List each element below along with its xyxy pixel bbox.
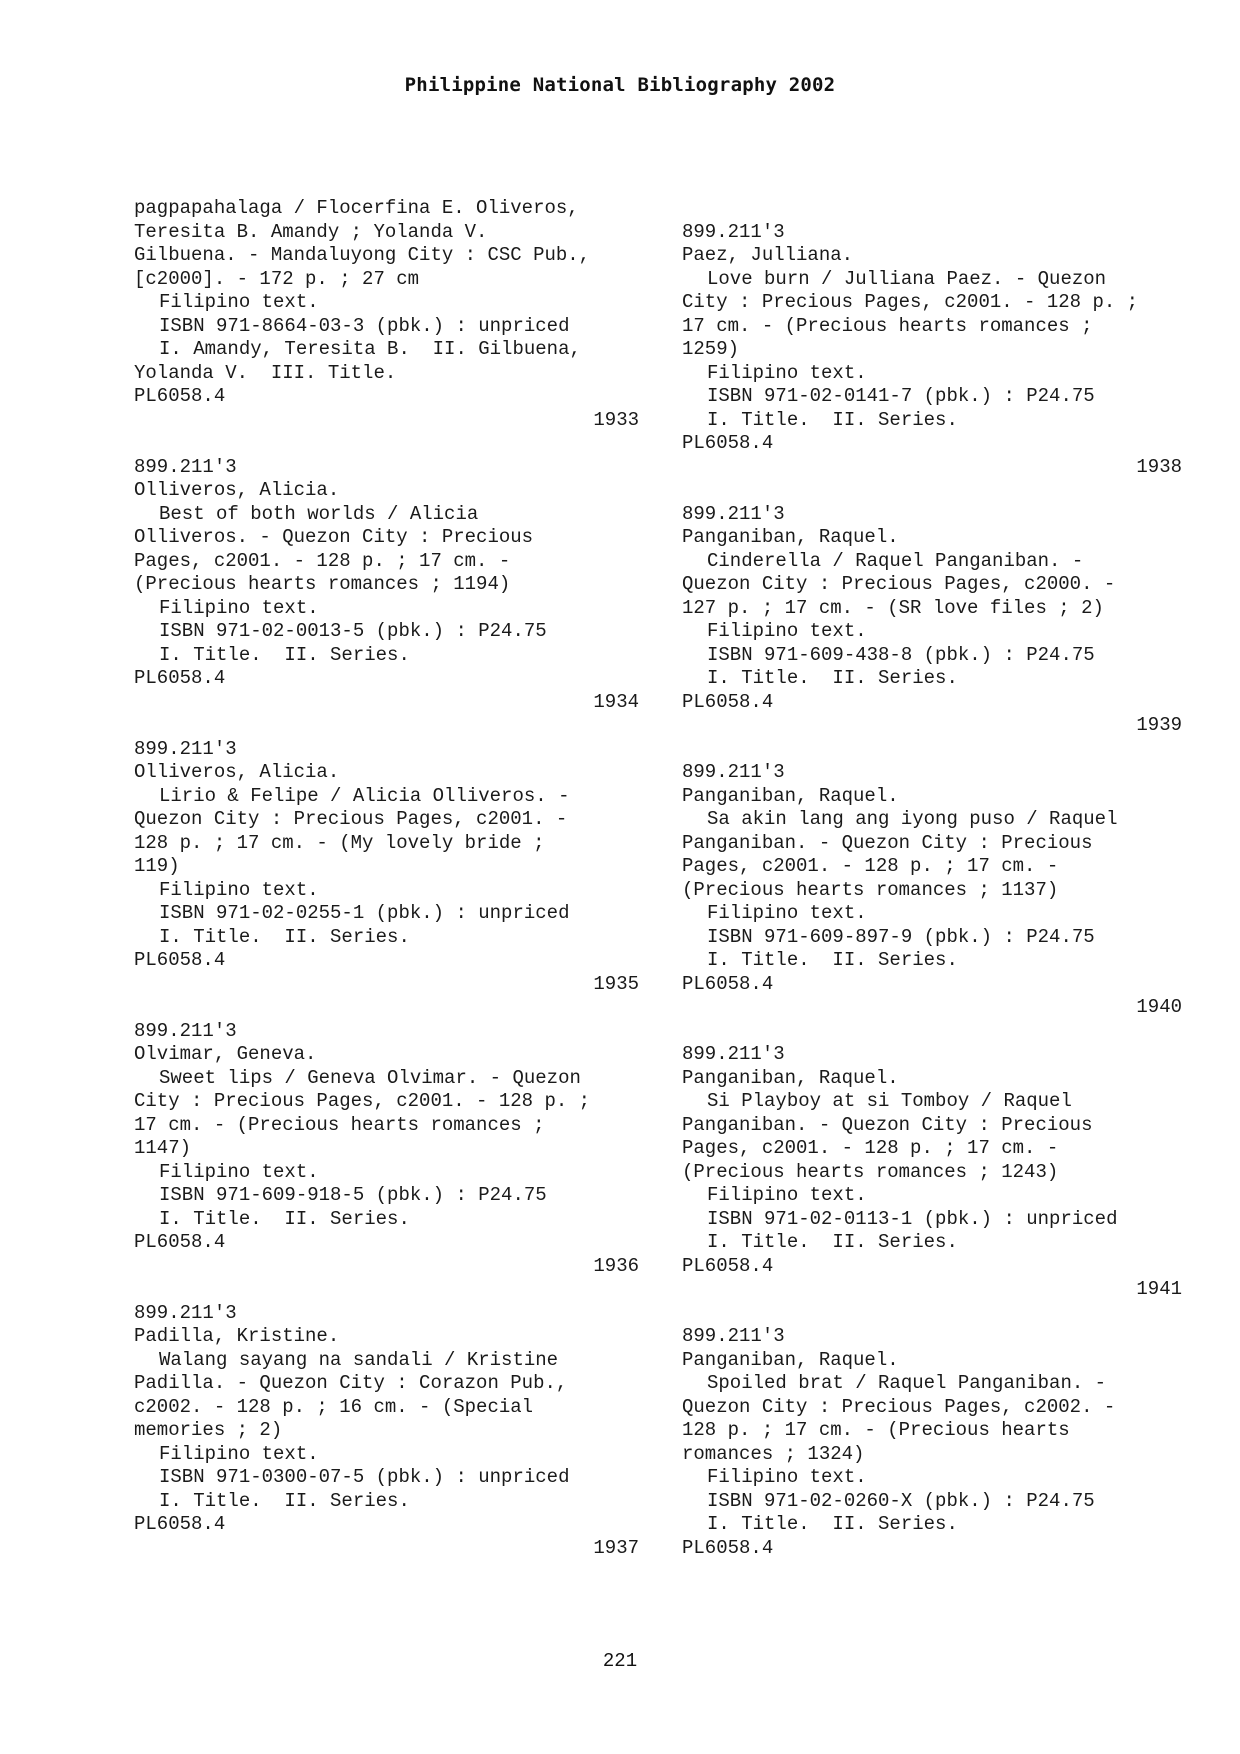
entry-line: City : Precious Pages, c2001. - 128 p. ; xyxy=(134,1090,591,1112)
bibliography-entry xyxy=(682,221,1182,480)
entry-line: 128 p. ; 17 cm. - (My lovely bride ; xyxy=(134,831,545,854)
bibliography-entry xyxy=(134,738,639,997)
entry-note: Filipino text. xyxy=(159,291,319,313)
entry-call-number: PL6058.4 xyxy=(682,972,774,995)
entry-line: 17 cm. - (Precious hearts romances ; xyxy=(682,314,1093,337)
bibliography-entry xyxy=(682,503,1182,738)
entry-isbn: ISBN 971-02-0113-1 (pbk.) : unpriced xyxy=(707,1207,1118,1230)
bibliography-entry xyxy=(134,1302,639,1561)
entry-tracings: I. Title. II. Series. xyxy=(159,1489,410,1512)
entry-author: Paez, Julliana. xyxy=(682,244,854,266)
entry-isbn: ISBN 971-609-918-5 (pbk.) : P24.75 xyxy=(159,1184,547,1206)
entry-tracings: I. Title. II. Series. xyxy=(707,949,958,971)
bibliography-entry xyxy=(134,197,639,432)
entry-line: Panganiban. - Quezon City : Precious xyxy=(682,831,1093,854)
page-title: Philippine National Bibliography 2002 xyxy=(404,74,836,96)
entry-isbn: ISBN 971-02-0141-7 (pbk.) : P24.75 xyxy=(707,385,1095,407)
entry-line: pagpapahalaga / Flocerfina E. Oliveros, xyxy=(134,197,579,219)
entry-title: Walang sayang na sandali / Kristine xyxy=(159,1348,559,1371)
entry-line: (Precious hearts romances ; 1194) xyxy=(134,573,511,595)
entry-tracings: I. Title. II. Series. xyxy=(159,1207,410,1230)
entry-classification: 899.211'3 xyxy=(134,1019,237,1042)
entry-classification: 899.211'3 xyxy=(134,737,237,760)
entry-isbn: ISBN 971-02-0260-X (pbk.) : P24.75 xyxy=(707,1489,1095,1512)
entry-line: City : Precious Pages, c2001. - 128 p. ; xyxy=(682,291,1139,313)
bibliography-entry xyxy=(134,1020,639,1279)
entry-isbn: ISBN 971-0300-07-5 (pbk.) : unpriced xyxy=(159,1466,570,1488)
entry-number: 1940 xyxy=(1136,996,1182,1018)
entry-line: 17 cm. - (Precious hearts romances ; xyxy=(134,1113,545,1136)
entry-line: Gilbuena. - Mandaluyong City : CSC Pub., xyxy=(134,244,591,266)
entry-line: Pages, c2001. - 128 p. ; 17 cm. - xyxy=(134,549,511,572)
entry-line: 119) xyxy=(134,855,180,877)
entry-tracings: I. Title. II. Series. xyxy=(707,408,958,431)
entry-classification: 899.211'3 xyxy=(682,1043,785,1065)
entry-line: Quezon City : Precious Pages, c2001. - xyxy=(134,808,568,830)
entry-line: (Precious hearts romances ; 1243) xyxy=(682,1160,1059,1183)
bibliography-entry xyxy=(134,456,639,715)
entry-note: Filipino text. xyxy=(159,596,319,619)
entry-note: Filipino text. xyxy=(159,878,319,901)
entry-title: Love burn / Julliana Paez. - Quezon xyxy=(707,267,1107,290)
entry-call-number: PL6058.4 xyxy=(682,690,774,713)
entry-classification: 899.211'3 xyxy=(134,455,237,478)
entry-line: c2002. - 128 p. ; 16 cm. - (Special xyxy=(134,1395,534,1418)
entry-line: 1147) xyxy=(134,1137,192,1159)
entry-title: Sa akin lang ang iyong puso / Raquel xyxy=(707,808,1118,830)
page-number: 221 xyxy=(602,1650,638,1672)
entry-author: Padilla, Kristine. xyxy=(134,1325,340,1347)
entry-line: 1259) xyxy=(682,338,740,360)
entry-author: Olliveros, Alicia. xyxy=(134,479,340,501)
entry-call-number: PL6058.4 xyxy=(134,1231,226,1253)
bibliography-entry xyxy=(682,1325,1182,1560)
entry-tracings: I. Title. II. Series. xyxy=(159,643,410,666)
entry-tracings: I. Title. II. Series. xyxy=(707,1513,958,1535)
entry-line: Olliveros. - Quezon City : Precious xyxy=(134,526,534,548)
entry-title: Si Playboy at si Tomboy / Raquel xyxy=(707,1090,1072,1112)
right-column xyxy=(682,197,1182,1584)
entry-line: romances ; 1324) xyxy=(682,1442,865,1465)
entry-call-number: PL6058.4 xyxy=(134,385,226,407)
entry-line: Teresita B. Amandy ; Yolanda V. xyxy=(134,220,488,243)
entry-isbn: ISBN 971-02-0255-1 (pbk.) : unpriced xyxy=(159,902,570,924)
entry-line: Padilla. - Quezon City : Corazon Pub., xyxy=(134,1372,568,1394)
entry-line: 127 p. ; 17 cm. - (SR love files ; 2) xyxy=(682,596,1104,619)
entry-note: Filipino text. xyxy=(159,1160,319,1183)
entry-tracings: I. Amandy, Teresita B. II. Gilbuena, xyxy=(159,338,581,360)
bibliography-entry xyxy=(682,761,1182,1020)
entry-isbn: ISBN 971-609-438-8 (pbk.) : P24.75 xyxy=(707,643,1095,666)
entry-line: Pages, c2001. - 128 p. ; 17 cm. - xyxy=(682,1137,1059,1159)
entry-call-number: PL6058.4 xyxy=(682,1254,774,1277)
left-column xyxy=(134,197,639,1584)
entry-title: Best of both worlds / Alicia xyxy=(159,502,479,525)
entry-number: 1935 xyxy=(593,972,639,995)
entry-author: Panganiban, Raquel. xyxy=(682,1348,899,1371)
entry-author: Olliveros, Alicia. xyxy=(134,761,340,783)
entry-note: Filipino text. xyxy=(707,361,867,384)
entry-tracings: I. Title. II. Series. xyxy=(159,925,410,948)
entry-call-number: PL6058.4 xyxy=(134,667,226,689)
entry-classification: 899.211'3 xyxy=(682,502,785,525)
entry-line: Quezon City : Precious Pages, c2000. - xyxy=(682,573,1116,595)
entry-call-number: PL6058.4 xyxy=(134,1513,226,1535)
entry-number: 1933 xyxy=(593,408,639,431)
entry-number: 1938 xyxy=(1136,455,1182,478)
entry-number: 1937 xyxy=(593,1536,639,1559)
entry-title: Sweet lips / Geneva Olvimar. - Quezon xyxy=(159,1066,581,1089)
entry-call-number: PL6058.4 xyxy=(134,949,226,971)
entry-call-number: PL6058.4 xyxy=(682,1536,774,1559)
entry-title: Lirio & Felipe / Alicia Olliveros. - xyxy=(159,784,570,807)
entry-title: Spoiled brat / Raquel Panganiban. - xyxy=(707,1372,1107,1394)
entry-number: 1934 xyxy=(593,690,639,713)
entry-classification: 899.211'3 xyxy=(682,220,785,243)
entry-isbn: ISBN 971-8664-03-3 (pbk.) : unpriced xyxy=(159,314,570,337)
entry-line: 128 p. ; 17 cm. - (Precious hearts xyxy=(682,1419,1070,1441)
entry-line: memories ; 2) xyxy=(134,1419,283,1441)
entry-classification: 899.211'3 xyxy=(682,761,785,783)
entry-line: Pages, c2001. - 128 p. ; 17 cm. - xyxy=(682,855,1059,877)
entry-note: Filipino text. xyxy=(707,1184,867,1206)
entry-note: Filipino text. xyxy=(707,902,867,924)
entry-number: 1939 xyxy=(1136,714,1182,736)
entry-author: Panganiban, Raquel. xyxy=(682,1066,899,1089)
bibliography-entry xyxy=(682,1043,1182,1302)
entry-title: Cinderella / Raquel Panganiban. - xyxy=(707,549,1084,572)
entry-tracings-cont: Yolanda V. III. Title. xyxy=(134,361,397,384)
entry-number: 1936 xyxy=(593,1254,639,1277)
entry-author: Panganiban, Raquel. xyxy=(682,526,899,548)
entry-line: Quezon City : Precious Pages, c2002. - xyxy=(682,1395,1116,1418)
entry-classification: 899.211'3 xyxy=(134,1301,237,1324)
entry-author: Panganiban, Raquel. xyxy=(682,784,899,807)
entry-tracings: I. Title. II. Series. xyxy=(707,1231,958,1253)
entry-author: Olvimar, Geneva. xyxy=(134,1043,317,1065)
entry-isbn: ISBN 971-02-0013-5 (pbk.) : P24.75 xyxy=(159,620,547,642)
entry-note: Filipino text. xyxy=(159,1442,319,1465)
entry-call-number: PL6058.4 xyxy=(682,432,774,454)
entry-classification: 899.211'3 xyxy=(682,1325,785,1347)
entry-tracings: I. Title. II. Series. xyxy=(707,667,958,689)
entry-line: Panganiban. - Quezon City : Precious xyxy=(682,1113,1093,1136)
entry-note: Filipino text. xyxy=(707,620,867,642)
entry-line: (Precious hearts romances ; 1137) xyxy=(682,878,1059,901)
entry-number: 1941 xyxy=(1136,1278,1182,1300)
entry-note: Filipino text. xyxy=(707,1466,867,1488)
entry-line: [c2000]. - 172 p. ; 27 cm xyxy=(134,267,420,290)
entry-isbn: ISBN 971-609-897-9 (pbk.) : P24.75 xyxy=(707,925,1095,948)
